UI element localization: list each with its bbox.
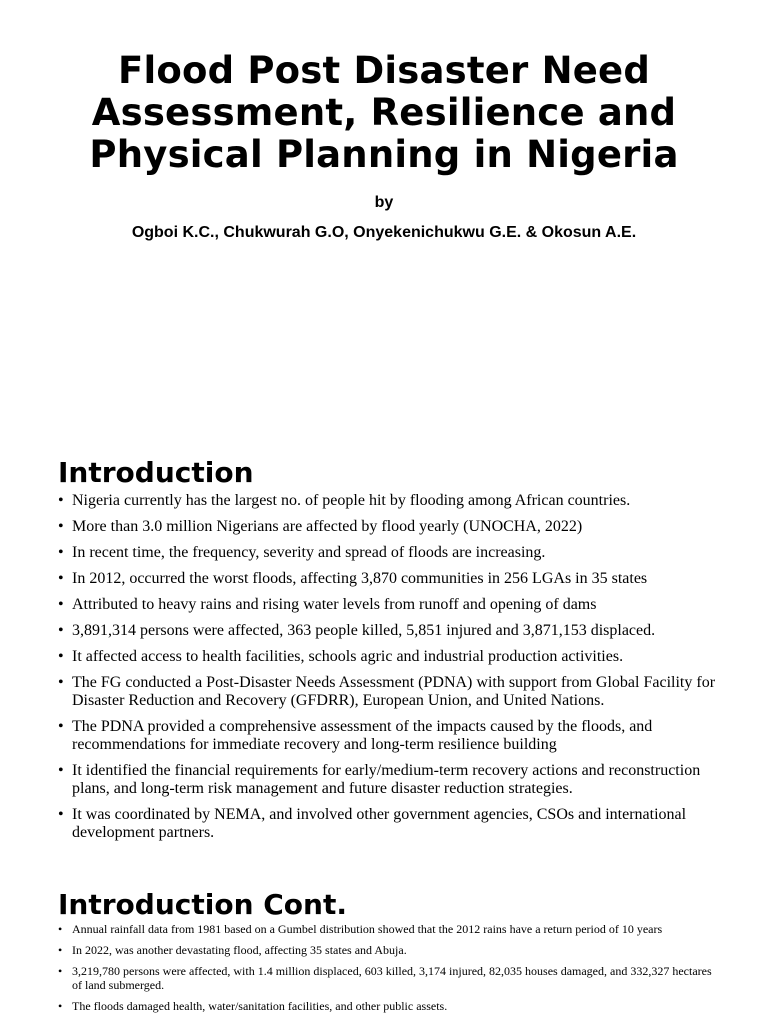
list-item [58,999,718,1013]
list-item-text: It was coordinated by NEMA, and involved other government agencies, CSOs and international development partners. [72,806,687,841]
bullet-icon: • [58,544,64,561]
list-item [58,622,718,640]
list-item [58,648,718,666]
list-item [58,922,718,936]
list-item [58,570,718,588]
bullet-icon: • [58,518,64,535]
bullet-icon: • [58,762,64,779]
document-title: Flood Post Disaster Need Assessment, Resilience and Physical Planning in Nigeria [89,49,679,176]
bullet-icon: • [58,964,63,978]
list-item [58,762,718,798]
list-item [58,492,718,510]
bullet-icon: • [58,596,64,613]
list-item-text: Attributed to heavy rains and rising water levels from runoff and opening of dams [72,596,597,613]
bullet-icon: • [58,622,64,639]
list-item [58,544,718,562]
list-item [58,596,718,614]
bullet-icon: • [58,648,64,665]
by-line: by [374,194,394,211]
bullet-icon: • [58,999,63,1013]
list-item-text: In recent time, the frequency, severity and spread of floods are increasing. [72,544,546,561]
list-item-text: The PDNA provided a comprehensive assessment of the impacts caused by the floods, and recommendations for immediate recovery and long-term resilience building [72,718,653,753]
list-item [58,943,718,957]
authors-line: Ogboi K.C., Chukwurah G.O, Onyekenichukwu G.E. & Okosun A.E. [131,224,637,241]
introduction-section [58,456,718,850]
list-item-text: More than 3.0 million Nigerians are affected by flood yearly (UNOCHA, 2022) [72,518,583,535]
introduction-cont-section [58,888,718,1020]
bullet-icon: • [58,806,64,823]
list-item-text: In 2022, was another devastating flood, affecting 35 states and Abuja. [72,943,407,957]
bullet-icon: • [58,492,64,509]
bullet-icon: • [58,922,63,936]
introduction-cont-heading: Introduction Cont. [58,888,347,921]
bullet-icon: • [58,674,64,691]
bullet-icon: • [58,718,64,735]
introduction-bullet-list [58,492,718,842]
list-item-text: It identified the financial requirements for early/medium-term recovery actions and reconstruction plans, and long-term risk management and future disaster reduction strategies. [72,762,701,797]
list-item [58,718,718,754]
list-item-text: Nigeria currently has the largest no. of people hit by flooding among African countries. [72,492,631,509]
list-item-text: 3,891,314 persons were affected, 363 people killed, 5,851 injured and 3,871,153 displaced. [72,622,656,639]
list-item [58,964,718,992]
list-item-text: Annual rainfall data from 1981 based on a Gumbel distribution showed that the 2012 rains have a return period of 10 years [72,922,663,936]
introduction-cont-bullet-list [58,922,718,1013]
list-item [58,518,718,536]
list-item-text: 3,219,780 persons were affected, with 1.4 million displaced, 603 killed, 3,174 injured, 82,035 houses damaged, and 332,327 hectares of land submerged. [72,964,712,992]
title-slide [0,50,768,244]
list-item-text: The floods damaged health, water/sanitation facilities, and other public assets. [72,999,448,1013]
bullet-icon: • [58,570,64,587]
list-item [58,674,718,710]
introduction-heading: Introduction [58,456,254,489]
list-item [58,806,718,842]
bullet-icon: • [58,943,63,957]
list-item-text: It affected access to health facilities, schools agric and industrial production activities. [72,648,624,665]
list-item-text: In 2012, occurred the worst floods, affecting 3,870 communities in 256 LGAs in 35 states [72,570,648,587]
list-item-text: The FG conducted a Post-Disaster Needs Assessment (PDNA) with support from Global Facility for Disaster Reduction and Recovery (GFDRR), European Union, and United Nations. [72,674,716,709]
